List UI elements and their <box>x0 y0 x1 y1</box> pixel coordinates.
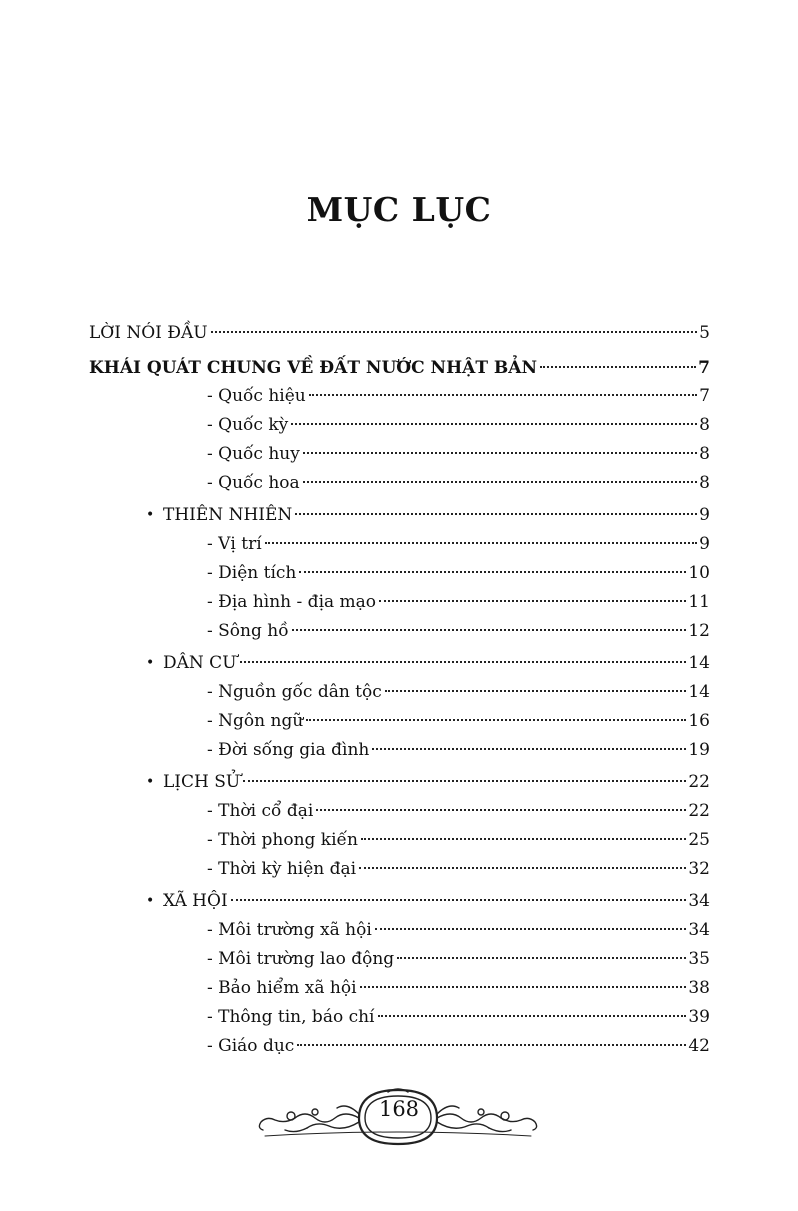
toc-entry <box>207 946 710 972</box>
toc-entry-page: 22 <box>688 801 710 821</box>
toc-entry-label: - Ngôn ngữ <box>207 711 304 731</box>
toc-entry <box>207 679 710 705</box>
toc-entry-label: - Môi trường xã hội <box>207 920 372 940</box>
toc-entry-page: 25 <box>688 830 710 850</box>
toc-entry-page: 34 <box>688 920 710 940</box>
toc-entry-label: - Sông hồ <box>207 621 289 641</box>
toc-entry <box>207 798 710 824</box>
toc-entry <box>207 383 710 409</box>
toc-entry-label: LỊCH SỬ <box>163 772 241 792</box>
toc-entry-label: - Thời phong kiến <box>207 830 358 850</box>
toc-leader-dots <box>306 719 686 721</box>
toc-entry-page: 8 <box>699 444 710 464</box>
toc-entry-label: - Quốc hoa <box>207 473 300 493</box>
toc-entry-page: 32 <box>688 859 710 879</box>
toc-leader-dots <box>397 957 686 959</box>
toc-leader-dots <box>211 331 698 333</box>
toc-leader-dots <box>303 481 697 483</box>
toc-entry-page: 12 <box>688 621 710 641</box>
toc-entry <box>89 320 710 346</box>
toc-entry-label: - Quốc huy <box>207 444 300 464</box>
bullet-icon: • <box>146 507 155 523</box>
bullet-icon: • <box>146 893 155 909</box>
toc-entry-page: 22 <box>688 772 710 792</box>
toc-entry-page: 7 <box>698 358 710 378</box>
toc-entry <box>207 618 710 644</box>
toc-entry <box>207 441 710 467</box>
toc-entry-label: LỜI NÓI ĐẦU <box>89 323 208 343</box>
toc-entry <box>163 769 710 795</box>
toc-entry-page: 7 <box>699 386 710 406</box>
toc-entry-label: - Giáo dục <box>207 1036 295 1056</box>
toc-entry-page: 38 <box>688 978 710 998</box>
toc-entry-page: 14 <box>688 653 710 673</box>
toc-entry <box>163 650 710 676</box>
toc-entry-page: 14 <box>688 682 710 702</box>
toc-leader-dots <box>378 1015 687 1017</box>
toc-leader-dots <box>385 690 687 692</box>
toc-entry-label: - Nguồn gốc dân tộc <box>207 682 382 702</box>
toc-entry-page: 9 <box>699 534 710 554</box>
toc-entry <box>207 1004 710 1030</box>
toc-entry-label: - Bảo hiểm xã hội <box>207 978 357 998</box>
toc-leader-dots <box>295 513 697 515</box>
toc-leader-dots <box>243 780 686 782</box>
toc-entry-page: 16 <box>688 711 710 731</box>
toc-entry <box>89 355 710 381</box>
toc-entry-page: 8 <box>699 415 710 435</box>
toc-entry-page: 39 <box>688 1007 710 1027</box>
toc-entry <box>207 917 710 943</box>
toc-entry-label: KHÁI QUÁT CHUNG VỀ ĐẤT NƯỚC NHẬT BẢN <box>89 358 537 378</box>
toc-leader-dots <box>292 629 687 631</box>
toc-leader-dots <box>265 542 698 544</box>
toc-entry <box>207 1033 710 1059</box>
toc-entry <box>163 888 710 914</box>
toc-entry-label: - Quốc kỳ <box>207 415 289 435</box>
toc-entry-label: - Môi trường lao động <box>207 949 395 969</box>
toc-leader-dots <box>540 366 696 368</box>
bullet-icon: • <box>146 774 155 790</box>
toc-entry-page: 9 <box>699 505 710 525</box>
toc-entry-page: 35 <box>688 949 710 969</box>
toc-leader-dots <box>297 1044 686 1046</box>
toc-entry <box>207 827 710 853</box>
toc-entry-label: - Vị trí <box>207 534 262 554</box>
toc-entry-page: 5 <box>699 323 710 343</box>
toc-entry <box>207 470 710 496</box>
toc-entry-label: THIÊN NHIÊN <box>163 505 293 525</box>
toc-leader-dots <box>299 571 686 573</box>
toc-entry <box>207 560 710 586</box>
toc-leader-dots <box>291 423 697 425</box>
toc-entry-label: - Thời cổ đại <box>207 801 314 821</box>
toc-entry <box>207 856 710 882</box>
toc-entry-page: 42 <box>688 1036 710 1056</box>
toc-entry-page: 34 <box>688 891 710 911</box>
toc-leader-dots <box>359 867 686 869</box>
page-number: 168 <box>378 1097 420 1121</box>
toc-leader-dots <box>375 928 687 930</box>
bullet-icon: • <box>146 655 155 671</box>
page-title: MỤC LỤC <box>306 190 492 229</box>
toc-entry <box>207 975 710 1001</box>
toc-entry-label: - Đời sống gia đình <box>207 740 370 760</box>
toc-leader-dots <box>303 452 697 454</box>
toc-entry <box>207 412 710 438</box>
toc-entry-label: DÂN CƯ <box>163 653 237 673</box>
toc-leader-dots <box>240 661 687 663</box>
toc-leader-dots <box>360 986 687 988</box>
toc-entry-page: 11 <box>688 592 710 612</box>
toc-leader-dots <box>372 748 686 750</box>
toc-entry-label: - Quốc hiệu <box>207 386 306 406</box>
toc-entry-label: XÃ HỘI <box>163 891 228 911</box>
toc-entry-label: - Diện tích <box>207 563 297 583</box>
toc-entry <box>163 502 710 528</box>
toc-entry-page: 19 <box>688 740 710 760</box>
toc-entry <box>207 737 710 763</box>
toc-entry-page: 8 <box>699 473 710 493</box>
toc-leader-dots <box>379 600 686 602</box>
toc-leader-dots <box>316 809 686 811</box>
toc-entry <box>207 708 710 734</box>
toc-entry-page: 10 <box>688 563 710 583</box>
toc-entry <box>207 589 710 615</box>
toc-entry-label: - Địa hình - địa mạo <box>207 592 377 612</box>
toc-entry <box>207 531 710 557</box>
toc-entry-label: - Thời kỳ hiện đại <box>207 859 357 879</box>
toc-leader-dots <box>309 394 697 396</box>
toc-entry-label: - Thông tin, báo chí <box>207 1007 375 1027</box>
toc-leader-dots <box>361 838 686 840</box>
toc-leader-dots <box>231 899 687 901</box>
